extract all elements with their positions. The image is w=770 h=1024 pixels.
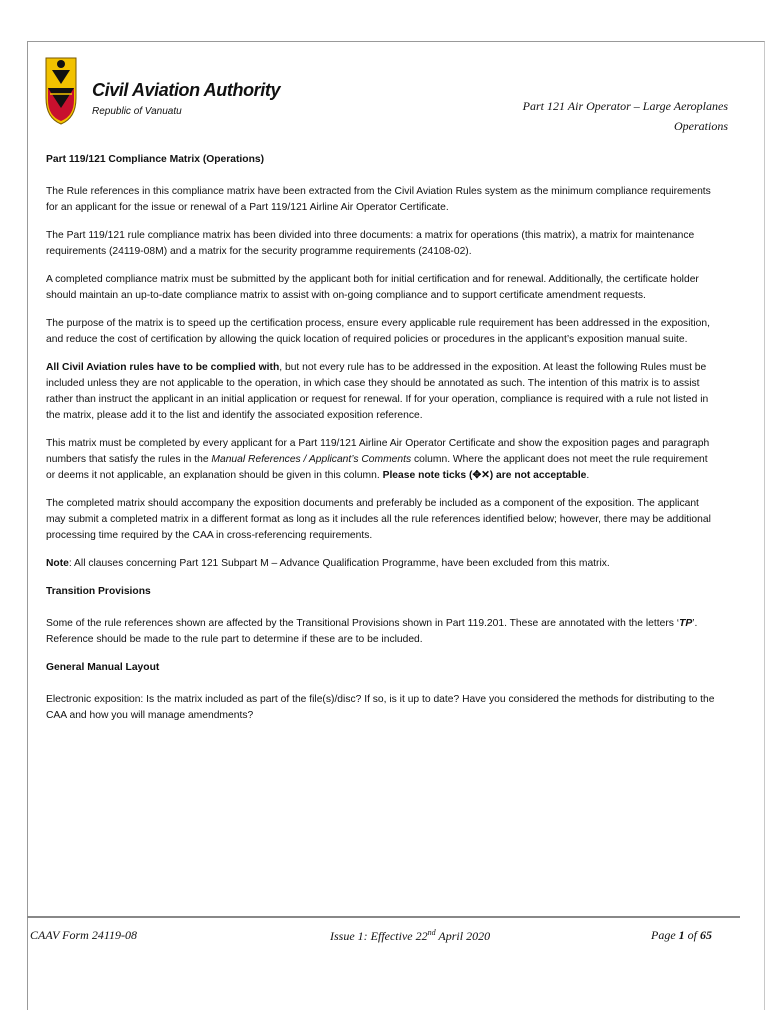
- paragraph-submission: A completed compliance matrix must be submitted by the applicant both for initial certification and for renewal. Additionally, the certificate holder should maintain an up-to-date compliance matrix to assist with on-going compliance and to support certificate amendment requests.: [46, 274, 699, 301]
- completion-end: .: [586, 470, 590, 481]
- tick-cross-icon: ✥✕: [472, 470, 490, 481]
- paragraph-divisions: The Part 119/121 rule compliance matrix has been divided into three documents: a matrix for operations (this matrix), a matrix for maintenance requirements (24119-08M) and a matrix for the security programme requirements (24108-02).: [46, 230, 695, 257]
- heading-transition-provisions: Transition Provisions: [46, 586, 151, 597]
- completion-text-b: column. Where the applicant does not meet the rule requirement or deems it not applicable, an explanation should be given in this column.: [46, 454, 708, 481]
- heading-general-manual-layout: General Manual Layout: [46, 662, 160, 673]
- paragraph-intro: The Rule references in this compliance matrix have been extracted from the Civil Aviation Rules system as the minimum compliance requirements for an applicant for the issue or renewal of a Part 119/121 Airline Air Operator Certificate.: [46, 186, 711, 213]
- page-of: of: [684, 928, 700, 942]
- manual-references-column: Manual References / Applicant’s Comments: [211, 454, 412, 465]
- issue-sup: nd: [427, 928, 436, 937]
- issue-text-b: April 2020: [435, 929, 491, 943]
- ticks-warning-a: Please note ticks (: [382, 470, 473, 481]
- page-total: 65: [700, 928, 712, 942]
- transition-text-a: Some of the rule references shown are affected by the Transitional Provisions shown in Part 119.201. These are annotated with the letters ‘: [46, 618, 680, 629]
- page-label: Page: [651, 928, 679, 942]
- document-type-line2: Operations: [674, 119, 728, 133]
- paragraph-completion: [46, 436, 716, 484]
- document-body: [46, 146, 716, 736]
- paragraph-transition: [46, 616, 716, 648]
- tp-annotation: TP: [679, 618, 693, 629]
- footer-page-number: [651, 928, 712, 943]
- transition-text-b: ’. Reference should be made to the rule part to determine if these are to be included.: [46, 618, 698, 645]
- paragraph-compliance: [46, 360, 716, 424]
- footer-issue: [330, 928, 490, 944]
- completion-text-a: This matrix must be completed by every applicant for a Part 119/121 Airline Air Operator Certificate and show the exposition pages and paragraph numbers that satisfy the rules in the: [46, 438, 710, 465]
- footer-rule: [27, 916, 740, 918]
- document-type-line1: Part 121 Air Operator – Large Aeroplanes: [522, 99, 728, 113]
- ticks-warning-b: ) are not acceptable: [489, 470, 587, 481]
- note-text: : All clauses concerning Part 121 Subpart M – Advance Qualification Programme, have been excluded from this matrix.: [68, 558, 610, 569]
- compliance-emphasis: All Civil Aviation rules have to be complied with: [46, 362, 280, 373]
- paragraph-electronic-exposition: Electronic exposition: Is the matrix included as part of the file(s)/disc? If so, is it up to date? Have you considered the methods for distributing to the CAA and how you will manage amendments?: [46, 694, 715, 721]
- caa-vanuatu-logo: [42, 50, 80, 126]
- paragraph-accompany: The completed matrix should accompany the exposition documents and preferably be included as a component of the exposition. The applicant may submit a completed matrix in a different format as long as it includes all the rule references identified below; however, there may be additional processing time required by the CAA in cross-referencing requirements.: [46, 498, 711, 541]
- compliance-text: , but not every rule has to be addressed in the exposition. At least the following Rules must be included unless they are not applicable to the operation, in which case they should be annotated as such. The intention of this matrix is to assist rather than instruct the applicant in an initial application or request for renewal. If for your operation, compliance is required with a rule not listed in the matrix, please add it to the list and identify the associated exposition reference.: [46, 362, 709, 421]
- org-name: Civil Aviation Authority: [92, 80, 281, 100]
- paragraph-purpose: The purpose of the matrix is to speed up the certification process, ensure every applicable rule requirement has been addressed in the exposition, and reduce the cost of certification by allowing the quick location of required policies or procedures in the applicant’s exposition manual suite.: [46, 318, 710, 345]
- document-title: Part 119/121 Compliance Matrix (Operations): [46, 154, 265, 165]
- document-type: [468, 96, 728, 136]
- paragraph-note: [46, 556, 716, 572]
- page-current: 1: [678, 928, 685, 942]
- issue-text-a: Issue 1: Effective 22: [330, 929, 428, 943]
- footer-form-number: CAAV Form 24119-08: [30, 928, 137, 942]
- note-label: Note: [46, 558, 69, 569]
- org-subtitle: Republic of Vanuatu: [92, 106, 182, 117]
